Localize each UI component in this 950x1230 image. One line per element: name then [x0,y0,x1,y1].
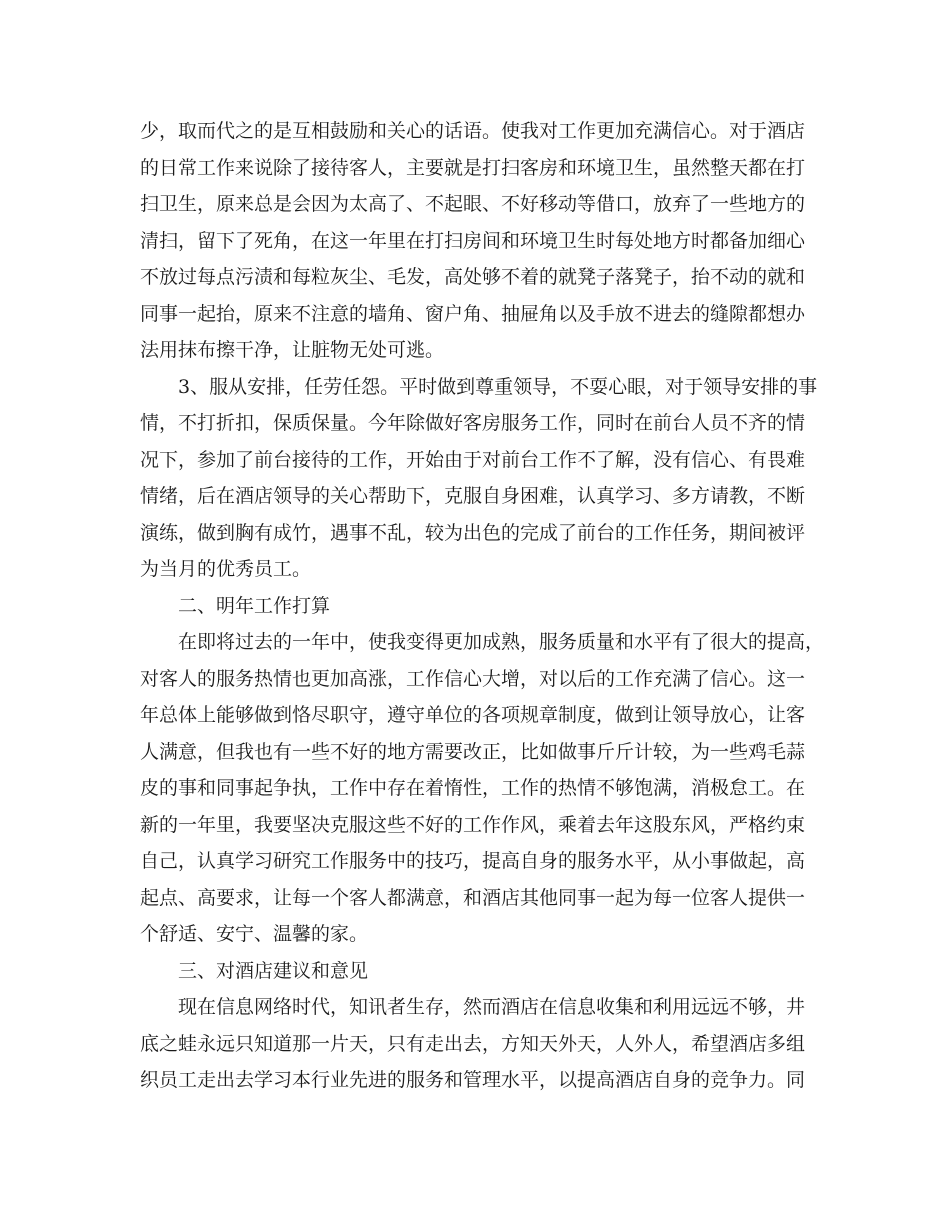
text-line: 新的一年里，我要坚决克服这些不好的工作作风，乘着去年这股东风，严格约束 [140,813,806,836]
text-line: 的日常工作来说除了接待客人，主要就是打扫客房和环境卫生，虽然整天都在打 [140,156,806,179]
text-line: 自己，认真学习研究工作服务中的技巧，提高自身的服务水平，从小事做起，高 [140,850,806,872]
text-line: 况下，参加了前台接待的工作，开始由于对前台工作不了解，没有信心、有畏难 [140,448,806,471]
paragraph [140,113,806,369]
text-line: 在即将过去的一年中，使我变得更加成熟，服务质量和水平有了很大的提高， [178,631,825,653]
text-line: 对客人的服务热情也更加高涨，工作信心大增，对以后的工作充满了信心。这一 [140,667,806,690]
text-line: 演练，做到胸有成竹，遇事不乱，较为出色的完成了前台的工作任务，期间被评 [140,521,806,544]
text-line: 织员工走出去学习本行业先进的服务和管理水平，以提高酒店自身的竞争力。同 [140,1069,806,1091]
text-line: 二、明年工作打算 [178,594,331,617]
text-line: 少，取而代之的是互相鼓励和关心的话语。使我对工作更加充满信心。对于酒店 [140,120,806,142]
text-line: 同事一起抬，原来不注意的墙角、窗户角、抽屉角以及手放不进去的缝隙都想办 [140,302,806,325]
paragraph [140,624,825,953]
text-line: 现在信息网络时代，知讯者生存，然而酒店在信息收集和利用远远不够，井 [178,996,806,1018]
text-line: 清扫，留下了死角，在这一年里在打扫房间和环境卫生时每处地方时都备加细心 [140,229,806,252]
section-heading [140,953,800,990]
text-line: 情，不打折扣，保质保量。今年除做好客房服务工作，同时在前台人员不齐的情 [140,412,806,434]
text-line: 年总体上能够做到恪尽职守，遵守单位的各项规章制度，做到让领导放心，让客 [140,704,806,726]
text-line: 个舒适、安宁、温馨的家。 [140,923,369,945]
text-line: 为当月的优秀员工。 [140,558,312,580]
text-line: 底之蛙永远只知道那一片天，只有走出去，方知天外天，人外人，希望酒店多组 [140,1032,806,1055]
paragraph [140,989,806,1099]
text-line: 法用抹布擦干净，让脏物无处可逃。 [140,339,445,361]
text-line: 不放过每点污渍和每粒灰尘、毛发，高处够不着的就凳子落凳子，抬不动的就和 [140,266,806,288]
text-line: 人满意，但我也有一些不好的地方需要改正，比如做事斤斤计较，为一些鸡毛蒜 [140,740,806,763]
paragraph [140,369,818,588]
section-heading [140,588,800,625]
text-line: 扫卫生，原来总是会因为太高了、不起眼、不好移动等借口，放弃了一些地方的 [140,193,806,215]
document-body [140,113,825,1099]
text-line: 三、对酒店建议和意见 [178,959,369,982]
text-line: 皮的事和同事起争执，工作中存在着惰性，工作的热情不够饱满，消极怠工。在 [140,777,806,799]
text-line: 3、服从安排，任劳任怨。平时做到尊重领导，不耍心眼，对于领导安排的事 [178,375,818,398]
text-line: 起点、高要求，让每一个客人都满意，和酒店其他同事一起为每一位客人提供一 [140,886,806,909]
text-line: 情绪，后在酒店领导的关心帮助下，克服自身困难，认真学习、多方请教，不断 [140,485,806,507]
